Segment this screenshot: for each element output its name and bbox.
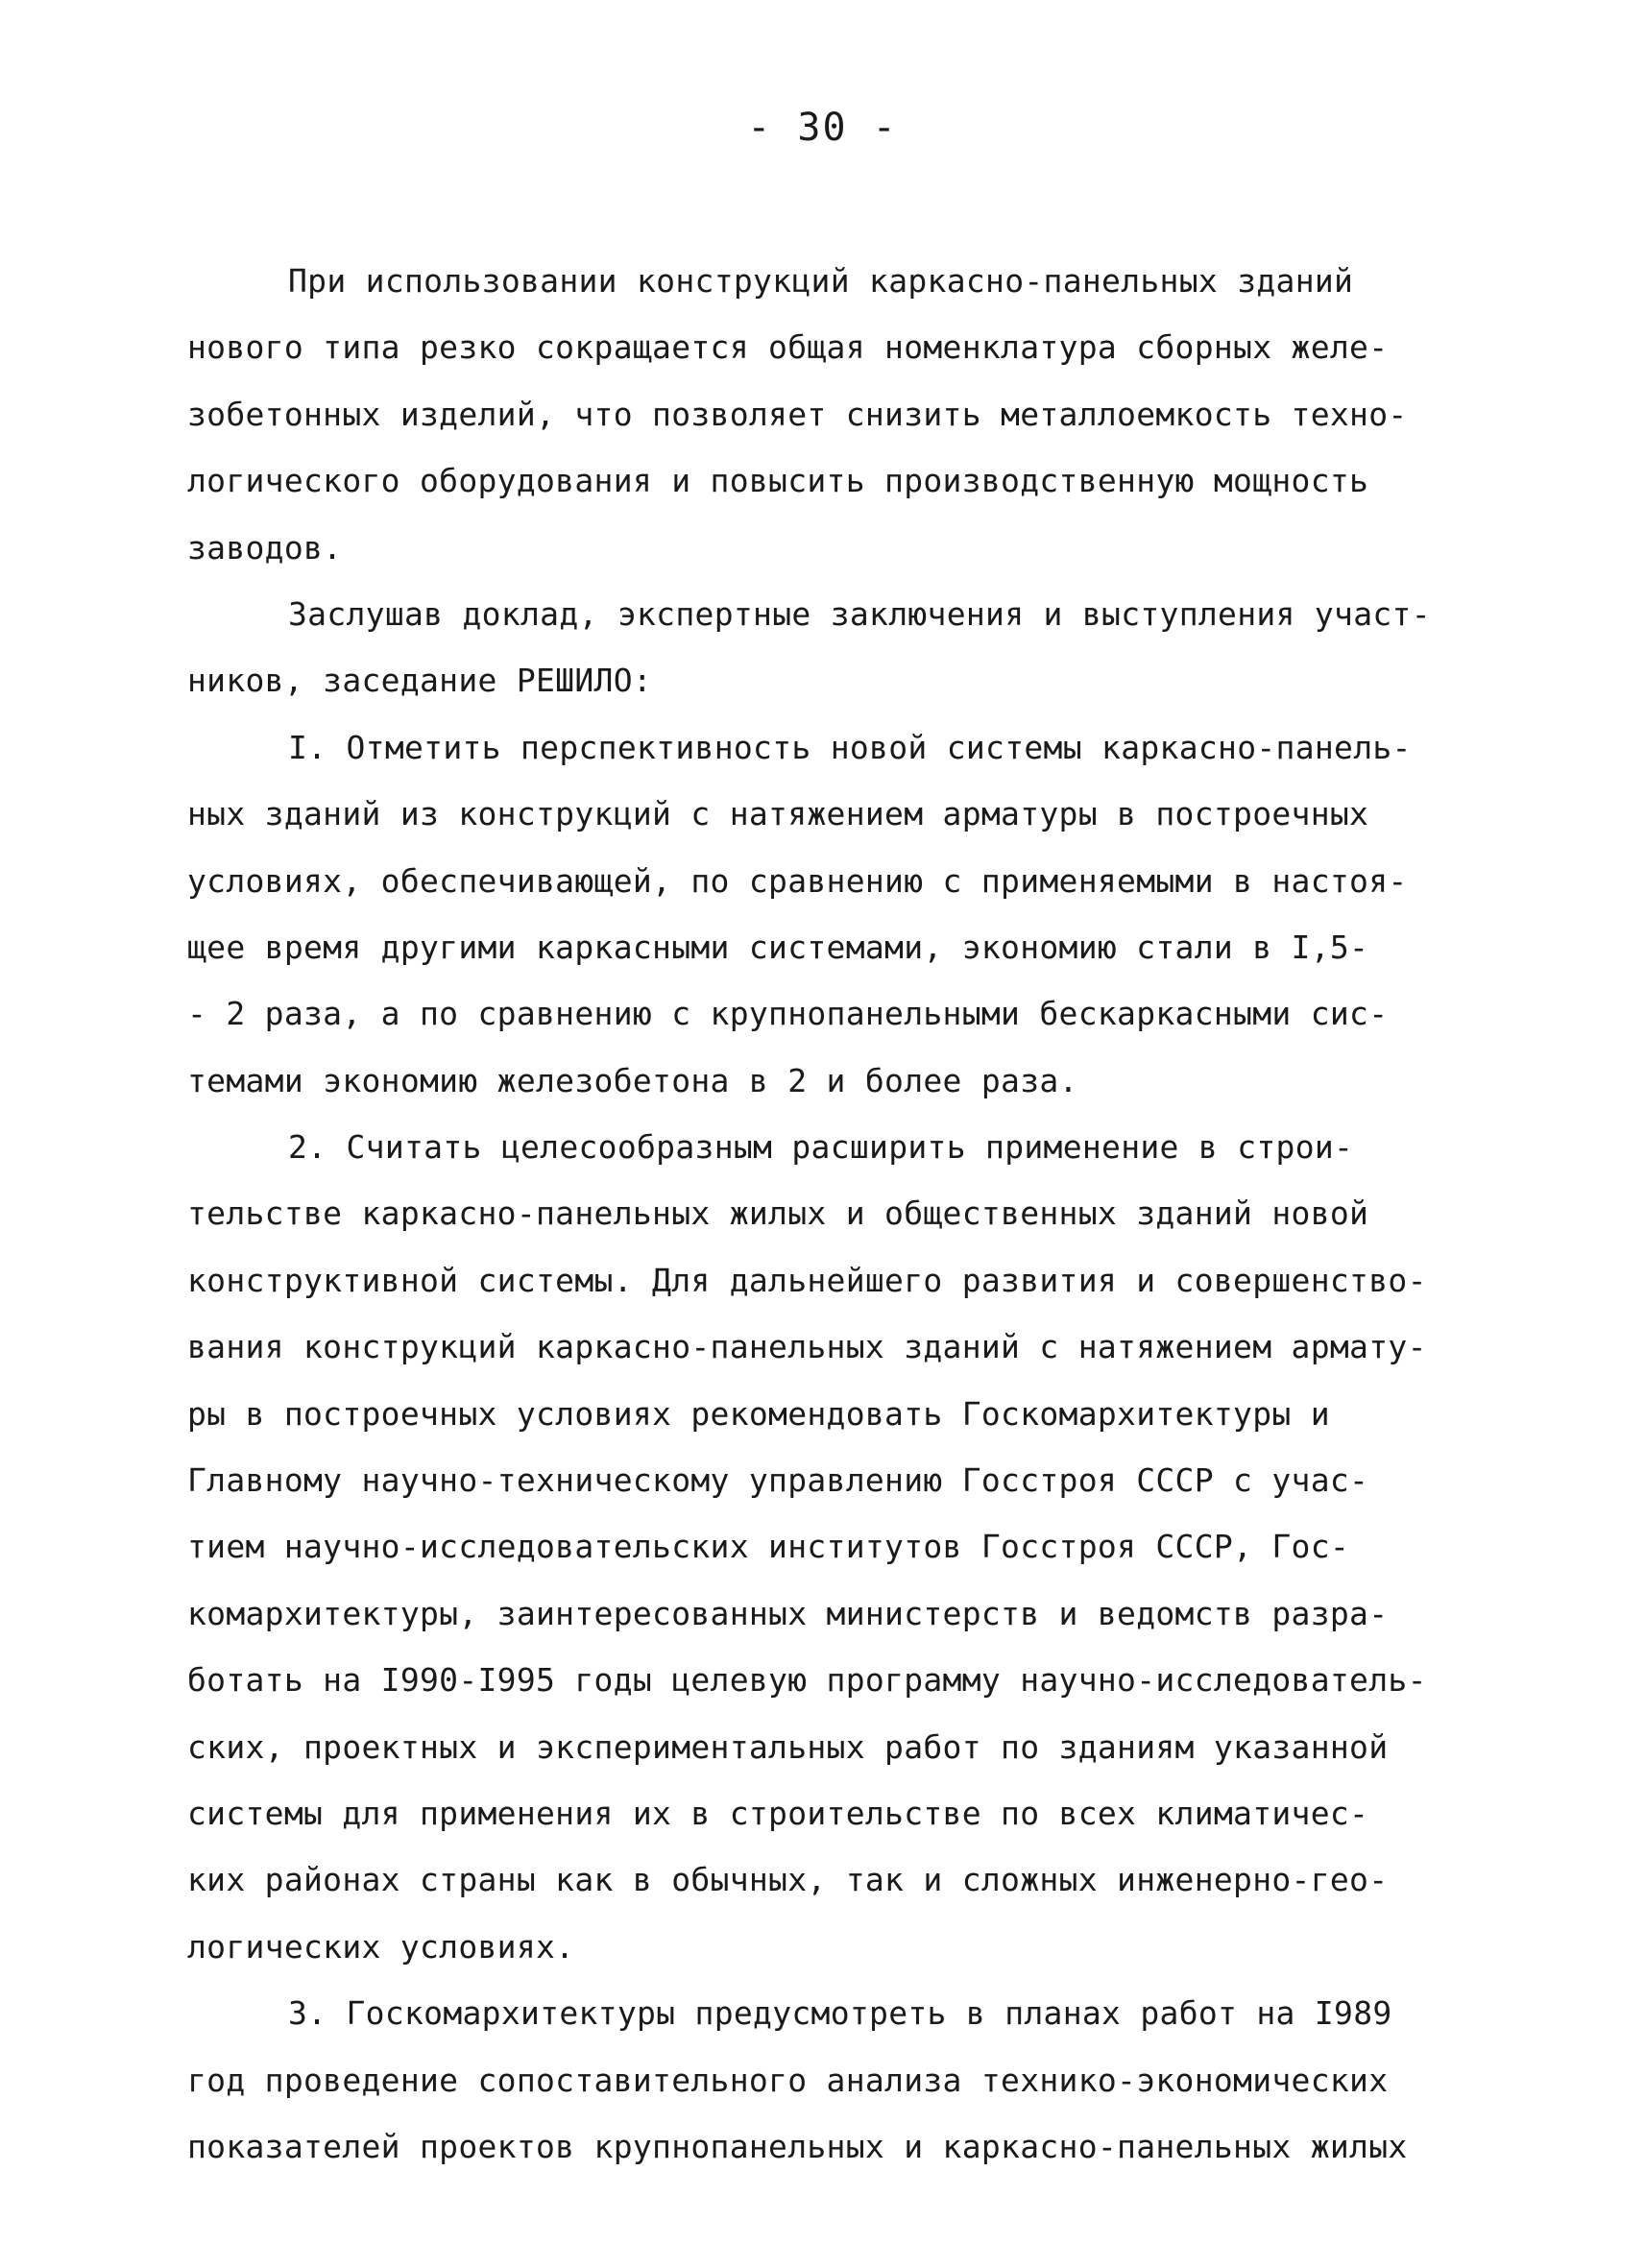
text-line: вания конструкций каркасно-панельных зданий с натяжением армату- xyxy=(187,1328,1427,1366)
text-line: условиях, обеспечивающей, по сравнению с применяемыми в настоя- xyxy=(187,861,1408,900)
text-line: 3. Госкомархитектуры предусмотреть в планах работ на I989 xyxy=(288,1994,1392,2033)
text-line: тием научно-исследовательских институтов Госстроя СССР, Гос- xyxy=(187,1528,1350,1566)
text-line: логического оборудования и повысить производственную мощность xyxy=(187,462,1369,500)
text-line: логических условиях. xyxy=(187,1927,575,1966)
text-line: При использовании конструкций каркасно-панельных зданий xyxy=(288,262,1354,300)
text-line: зобетонных изделий, что позволяет снизить металлоемкость техно- xyxy=(187,395,1408,433)
text-line: ры в построечных условиях рекомендовать Госкомархитектуры и xyxy=(187,1394,1330,1433)
text-line: ников, заседание РЕШИЛО: xyxy=(187,662,653,700)
text-line: заводов. xyxy=(187,528,343,567)
text-line: ных зданий из конструкций с натяжением арматуры в построечных xyxy=(187,795,1369,833)
text-line: ботать на I990-I995 годы целевую программу научно-исследователь- xyxy=(187,1661,1427,1700)
text-line: I. Отметить перспективность новой системы каркасно-панель- xyxy=(288,728,1412,766)
text-line: 2. Считать целесообразным расширить применение в строи- xyxy=(288,1128,1354,1167)
text-line: тельстве каркасно-панельных жилых и общественных зданий новой xyxy=(187,1194,1369,1233)
text-line: нового типа резко сокращается общая номенклатура сборных желе- xyxy=(187,328,1389,367)
text-line: год проведение сопоставительного анализа технико-экономических xyxy=(187,2061,1389,2099)
text-line: Заслушав доклад, экспертные заключения и выступления участ- xyxy=(288,594,1431,633)
page-number: - 30 - xyxy=(747,106,898,150)
document-body xyxy=(187,248,1464,2180)
text-line: Главному научно-техническому управлению Госстроя СССР с учас- xyxy=(187,1461,1369,1500)
text-line: щее время другими каркасными системами, экономию стали в I,5- xyxy=(187,928,1369,966)
text-line: ских, проектных и экспериментальных работ по зданиям указанной xyxy=(187,1727,1389,1766)
text-line: темами экономию железобетона в 2 и более раза. xyxy=(187,1061,1078,1099)
text-line: конструктивной системы. Для дальнейшего развития и совершенство- xyxy=(187,1261,1427,1299)
text-line: показателей проектов крупнопанельных и каркасно-панельных жилых xyxy=(187,2127,1408,2165)
text-line: ких районах страны как в обычных, так и сложных инженерно-гео- xyxy=(187,1861,1389,1899)
text-line: системы для применения их в строительстве по всех климатичес- xyxy=(187,1794,1369,1832)
text-line: комархитектуры, заинтересованных министерств и ведомств разра- xyxy=(187,1594,1389,1632)
text-line: - 2 раза, а по сравнению с крупнопанельными бескаркасными сис- xyxy=(187,995,1389,1033)
